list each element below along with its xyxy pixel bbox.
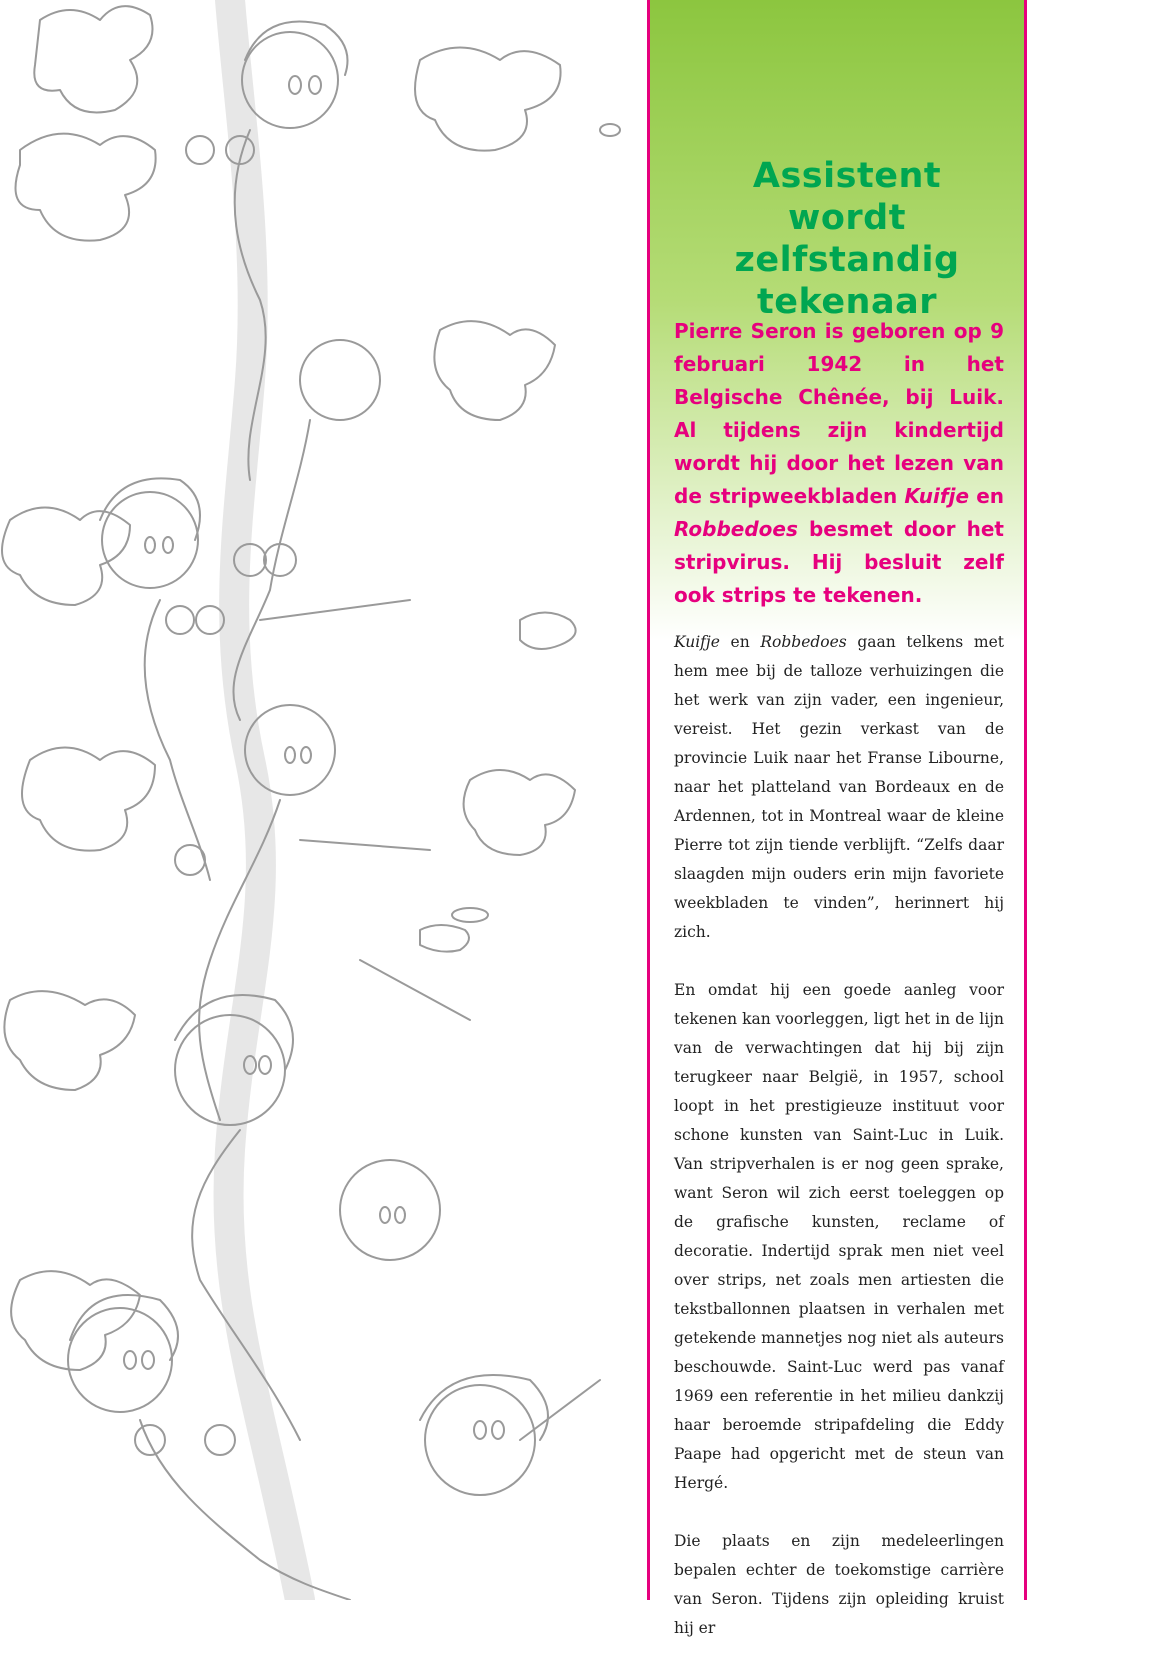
body-paragraph-2: En omdat hij een goede aanleg voor tekenen kan voorleggen, ligt het in de lijn van de verwachtingen dat hij bij zijn terugkeer naar België, in 1957, school loopt in het prestigieuze instituut voor schone kunsten van Saint-Luc in Luik. Van stripverhalen is er nog geen sprake, want Seron wil zich eerst toeleggen op de grafische kunsten, reclame of decoratie. Indertijd sprak men niet veel over strips, net zoals men artiesten die tekstballonnen plaatsen in verhalen met getekende mannetjes nog niet als auteurs beschouwde. Saint-Luc werd pas vanaf 1969 een referentie in het milieu dankzij haar beroemde stripafdeling die Eddy Paape had opgericht met de steun van Hergé. xyxy=(674,981,1004,1492)
lead-text-1: Pierre Seron is geboren op 9 februari 1942 in het Belgische Chênée, bij Luik. Al tijdens zijn kindertijd wordt hij door het lezen van de stripweekbladen xyxy=(674,319,1004,508)
title-line-2: wordt zelfstandig xyxy=(734,198,960,280)
lead-paragraph xyxy=(674,315,1004,612)
body-text-1a: en xyxy=(719,633,761,651)
title-line-3: tekenaar xyxy=(757,282,937,322)
article-title xyxy=(650,155,1024,323)
lead-italic-robbedoes: Robbedoes xyxy=(674,517,798,541)
body-italic-robbedoes: Robbedoes xyxy=(760,633,847,651)
title-line-1: Assistent xyxy=(752,156,942,196)
body-paragraph-1 xyxy=(674,628,1004,947)
article-column xyxy=(647,0,1027,1637)
lead-text-2: en xyxy=(969,484,1004,508)
body-italic-kuifje: Kuifje xyxy=(674,633,720,651)
article-body xyxy=(674,628,1004,1672)
lead-text-3: besmet door het stripvirus. Hij besluit zelf ook strips te tekenen. xyxy=(674,517,1004,607)
lead-italic-kuifje: Kuifje xyxy=(904,484,970,508)
body-paragraph-3: Die plaats en zijn medeleerlingen bepalen echter de toekomstige carrière van Seron. Tijdens zijn opleiding kruist hij er xyxy=(674,1532,1004,1637)
body-text-1b: gaan telkens met hem mee bij de talloze verhuizingen die het werk van zijn vader, een ingenieur, vereist. Het gezin verkast van de provincie Luik naar het Franse Libourne, naar het platteland van Bordeaux en de Ardennen, tot in Montreal waar de kleine Pierre tot zijn tiende verblijft. “Zelfs daar slaagden mijn ouders erin mijn favoriete weekbladen te vinden”, herinnert hij zich. xyxy=(674,633,1004,941)
